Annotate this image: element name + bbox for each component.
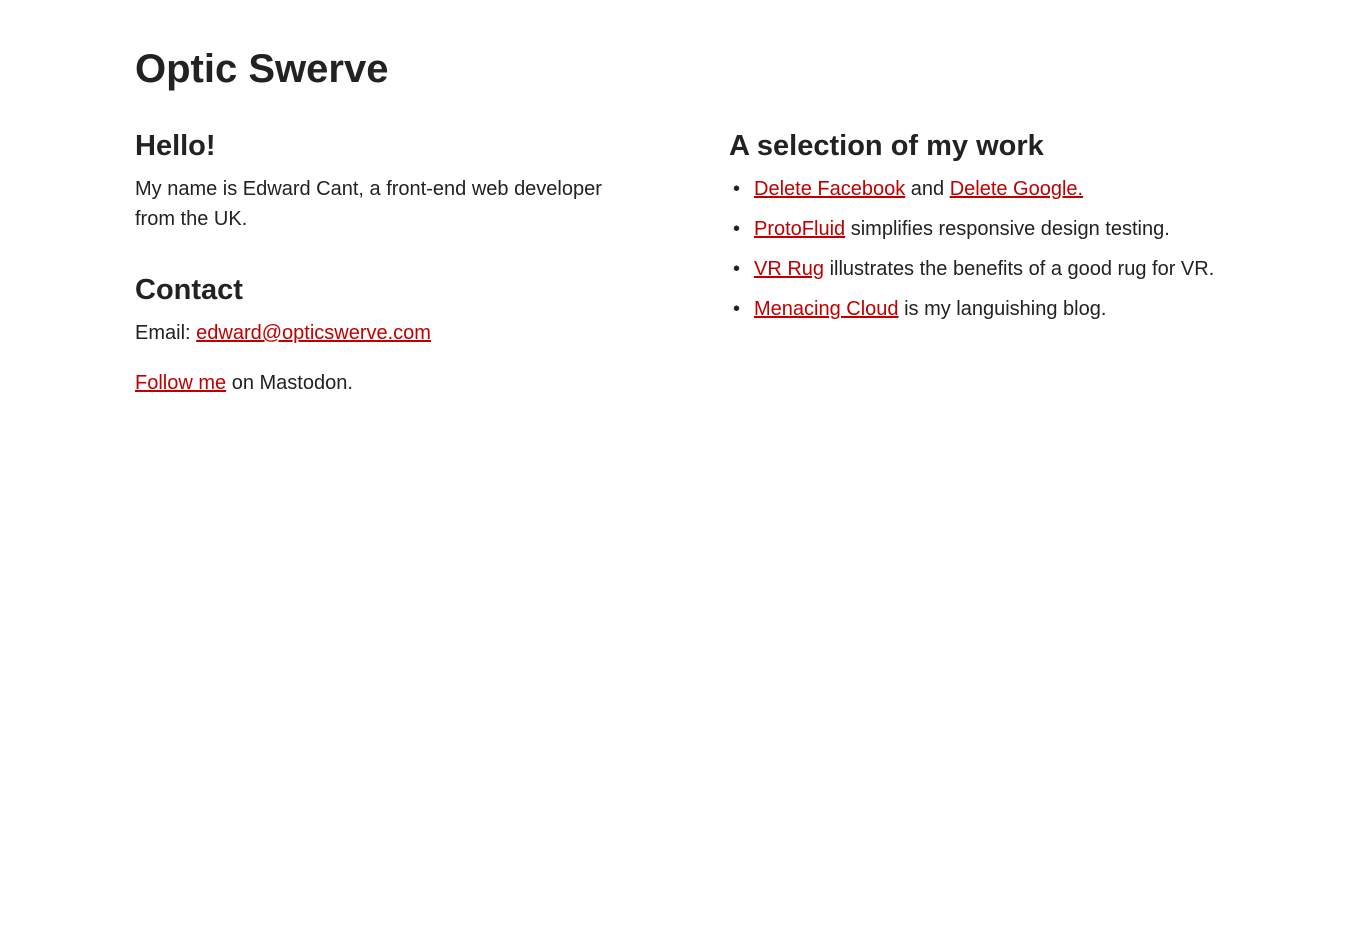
list-item-text: is my languishing blog. xyxy=(898,298,1107,320)
mastodon-text: on Mastodon. xyxy=(226,372,353,394)
menacing-cloud-link[interactable]: Menacing Cloud xyxy=(754,298,899,320)
hello-heading: Hello! xyxy=(135,130,216,162)
email-link[interactable]: edward@opticswerve.com xyxy=(196,322,431,344)
list-item-text: and xyxy=(905,178,950,200)
contact-heading: Contact xyxy=(135,274,243,306)
vr-rug-link[interactable]: VR Rug xyxy=(754,258,825,280)
bullet: • xyxy=(733,218,741,240)
follow-me-link[interactable]: Follow me xyxy=(135,372,227,394)
list-item-text: simplifies responsive design testing. xyxy=(845,218,1170,240)
site-title: Optic Swerve xyxy=(135,47,389,91)
bullet: • xyxy=(733,298,741,320)
list-item xyxy=(729,294,1289,324)
list-item xyxy=(729,214,1289,244)
delete-google-link[interactable]: Delete Google. xyxy=(949,178,1084,200)
bullet: • xyxy=(733,178,741,200)
left-column xyxy=(135,126,625,398)
list-item xyxy=(729,254,1289,284)
list-item-text: illustrates the benefits of a good rug for VR. xyxy=(824,258,1215,280)
delete-facebook-link[interactable]: Delete Facebook xyxy=(754,178,906,200)
work-heading: A selection of my work xyxy=(729,130,1044,162)
right-column xyxy=(729,126,1289,334)
email-label: Email: xyxy=(135,322,197,344)
work-list xyxy=(729,174,1289,324)
protofluid-link[interactable]: ProtoFluid xyxy=(754,218,846,240)
list-item xyxy=(729,174,1289,204)
intro-text: My name is Edward Cant, a front-end web developer from the UK. xyxy=(135,178,602,230)
bullet: • xyxy=(733,258,741,280)
mastodon-line xyxy=(135,368,625,398)
email-line xyxy=(135,318,625,348)
